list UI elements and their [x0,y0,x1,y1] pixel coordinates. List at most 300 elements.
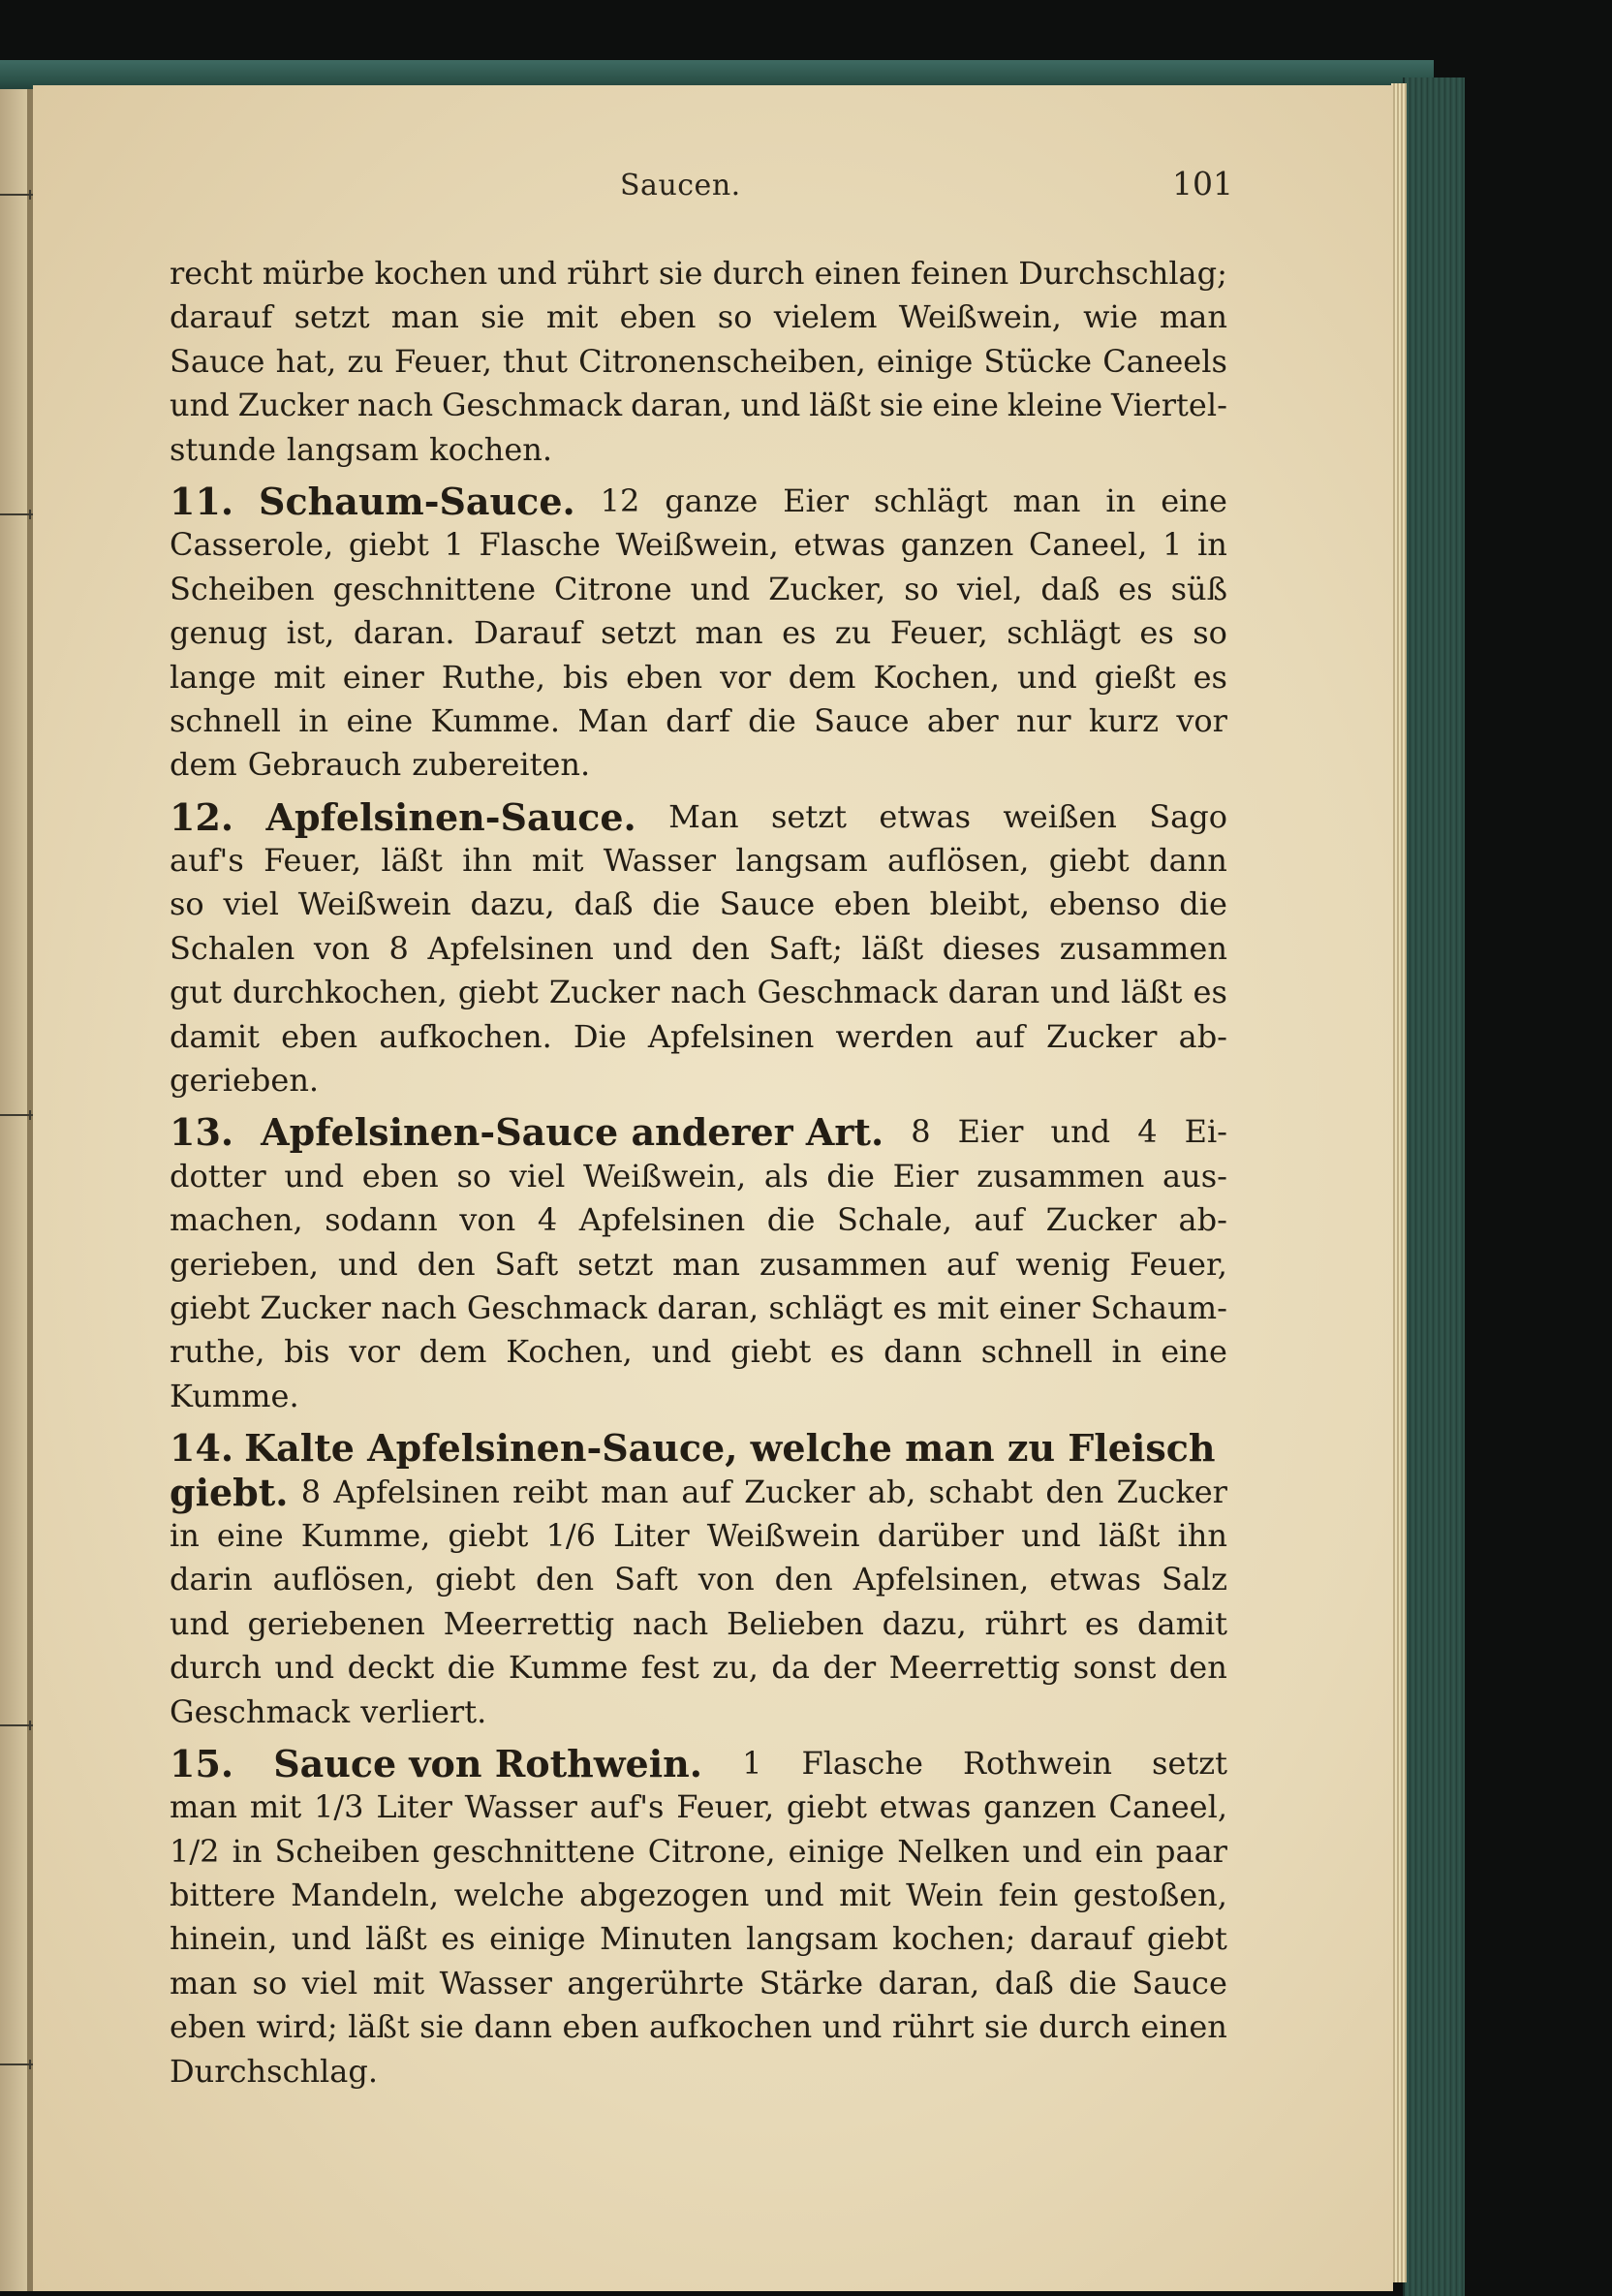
word: dotter [170,1157,266,1195]
word: Zucker [237,387,349,424]
word: Sauce [1132,1964,1227,2001]
word: aber [926,701,999,739]
recipe-title: giebt. [170,1470,289,1514]
word: Zucker [1045,1201,1157,1239]
word: bleibt, [929,885,1031,923]
word: Sago [1149,797,1227,835]
word: Sauce [719,885,816,923]
word: mit [273,658,326,696]
text-line [170,1602,1227,1646]
word: 8 [300,1473,322,1510]
word: als [763,1157,809,1195]
word: Meerrettig [443,1604,615,1642]
word: Kumme, [300,1516,431,1554]
word: Saft; [768,929,843,967]
word: Kochen, [873,658,1001,696]
text-line [170,523,1227,567]
word: ein [1095,1832,1143,1870]
word: die [766,1201,816,1239]
word: auf [974,1201,1024,1239]
word: 8 [388,929,409,967]
word: langsam [286,430,419,468]
word: nach [632,1604,709,1642]
text-line [170,1198,1227,1242]
word: zu, [712,1649,759,1687]
word: läßt [1098,1516,1161,1554]
word: Flasche [801,1744,923,1782]
word: die [826,1157,875,1195]
word: man [672,1245,741,1283]
word: weißen [1003,797,1117,835]
word: gut [170,974,222,1011]
word: 1/6 [545,1516,596,1554]
word: läßt [861,929,924,967]
word: sonst [1072,1649,1157,1687]
recipe-title: Schaum-Sauce. [259,479,575,523]
word: dazu, [470,885,555,923]
text-line [170,428,1227,472]
left-page-edge [0,89,29,2291]
word: in [232,1832,263,1870]
text-line [170,699,1227,743]
word: und [822,2008,883,2046]
word: einige [489,1920,586,1958]
word: Saft [614,1561,678,1598]
recipe-title: Apfelsinen-Sauce. [265,794,636,839]
word: damit [170,1017,260,1055]
word: und [1022,1832,1083,1870]
word: Wasser [603,842,717,880]
word: feinen [911,255,1009,292]
word: zubereiten. [412,746,591,784]
word: sie [879,387,924,424]
word: Stücke [983,342,1093,380]
word: Apfelsinen, [852,1561,1030,1598]
word: Salz [1161,1561,1227,1598]
word: Caneel, [1028,526,1148,564]
word: bis [284,1333,330,1371]
word: läßt [809,387,871,424]
word: läßt [1120,974,1183,1011]
text-line [170,743,1227,787]
word: und [1050,1113,1111,1151]
word: es [441,1920,476,1958]
margin-tick [0,513,33,515]
word: und [291,1920,352,1958]
word: Gebrauch [247,746,402,784]
word: den [1168,1649,1227,1687]
word: Kumme. [170,1377,299,1414]
margin-tick [0,194,33,196]
word: eben [562,2008,639,2046]
word: wird; [256,2008,338,2046]
word: Caneel, [1108,1788,1227,1826]
word: mürbe [262,255,365,292]
word: Eier [783,481,850,519]
word: kurz [1088,701,1160,739]
word: vor [1176,701,1227,739]
word: wie [1083,298,1138,336]
word: setzt [1152,1744,1227,1782]
word: man [601,1473,669,1510]
word: läßt [365,1920,427,1958]
word: der [822,1649,877,1687]
word: stunde [170,430,276,468]
word: dazu, [882,1604,967,1642]
text-line [170,1646,1227,1690]
word: rührt [891,2008,975,2046]
text-line [170,1015,1227,1059]
text-line [170,1330,1227,1374]
word: viel [301,1964,358,2001]
word: gestoßen, [1072,1877,1227,1914]
word: und [497,255,558,292]
word: 1 [444,526,464,564]
word: Darauf [474,614,582,652]
word: eine [1161,481,1227,519]
text-line [170,795,1227,839]
word: mit [532,842,584,880]
word: Nelken [897,1832,1010,1870]
paragraph-gap [170,1734,1227,1742]
word: etwas [879,1788,972,1826]
word: zusammen [759,1245,928,1283]
word: aufkochen [648,2008,813,2046]
word: gießt [1094,658,1176,696]
word: sie [419,2008,464,2046]
word: 4 [537,1201,558,1239]
text-line [170,1110,1227,1154]
text-line [170,1785,1227,1829]
word: Apfelsinen [427,929,594,967]
recipe-number: 14. [170,1426,234,1471]
word: zusammen [1059,929,1227,967]
word: und [1021,1516,1081,1554]
word: es [1139,614,1174,652]
word: daß [574,885,634,923]
word: 4 [1137,1113,1158,1151]
word: Sauce [170,342,265,380]
word: Caneels [1102,342,1227,380]
word: dann [884,1333,962,1371]
word: ab- [1178,1201,1227,1239]
word: Wein [906,1877,984,1914]
recipe-number: 11. [170,479,234,523]
word: Weißwein, [582,1157,747,1195]
word: vor [720,658,771,696]
word: in [298,701,329,739]
recipe-number: 15. [170,1741,234,1785]
word: gerieben, [170,1245,320,1283]
word: viel [223,885,279,923]
word: langsam [746,1920,879,1958]
word: fest [640,1649,699,1687]
word: welche [453,1877,565,1914]
word: zu [834,614,872,652]
word: durch [1038,2008,1132,2046]
word: so [717,298,753,336]
word: sie [658,255,703,292]
word: den [417,1245,476,1283]
word: giebt [1146,1920,1227,1958]
text-line [170,1742,1227,1785]
page-stack-edge [1391,83,1407,2282]
word: Zucker [260,1288,371,1326]
word: Weißwein [297,885,451,923]
word: etwas [793,526,886,564]
word: Zucker [548,974,661,1011]
running-head: Saucen. [620,169,741,202]
word: auflösen, [887,842,1030,880]
word: Eier [892,1157,959,1195]
word: so [170,885,204,923]
recipe-title: Kalte Apfelsinen-Sauce, welche man zu Fleisch [244,1426,1216,1471]
word: Viertel- [1111,387,1227,424]
word: durchkochen, [232,974,448,1011]
word: läßt [381,842,443,880]
word: aufkochen. [379,1017,552,1055]
word: ebenso [1048,885,1161,923]
text-line [170,1917,1227,1961]
word: es [1118,570,1153,607]
word: durch [170,1649,262,1687]
word: einer [342,658,424,696]
word: einer [999,1288,1081,1326]
word: setzt [601,614,677,652]
word: hat, [275,342,337,380]
word: es [782,614,817,652]
word: schlägt [873,481,988,519]
word: eben [619,298,697,336]
word: man [695,614,763,652]
word: Feuer, [264,842,361,880]
word: ganze [665,481,759,519]
word: so [456,1157,492,1195]
word: in [1197,526,1227,564]
word: ist, [286,614,335,652]
word: von [313,929,370,967]
word: Liter [613,1516,690,1554]
word: rührt [567,255,649,292]
word: Zucker, [768,570,886,607]
word: eine [932,387,999,424]
word: und [1050,974,1110,1011]
text-line [170,295,1227,339]
word: kochen; [891,1920,1016,1958]
word: ab, [867,1473,916,1510]
word: thut [503,342,568,380]
margin-tick [0,1724,33,1726]
word: Wasser [464,1788,577,1826]
word: Minuten [600,1920,732,1958]
word: lange [170,658,257,696]
word: darin [170,1561,253,1598]
word: man [1159,298,1227,336]
word: dem [170,746,237,784]
word: es [1084,1604,1120,1642]
word: Apfelsinen [647,1017,815,1055]
word: giebt [730,1333,812,1371]
word: giebt [435,1561,516,1598]
word: Kochen, [506,1333,633,1371]
word: einige [876,342,974,380]
word: süß [1170,570,1227,607]
word: und [612,929,673,967]
word: gerieben. [170,1062,320,1100]
word: giebt [348,526,429,564]
word: Meerrettig [888,1649,1061,1687]
text-line [170,883,1227,926]
word: 1/3 [314,1788,364,1826]
word: Apfelsinen [333,1473,500,1510]
word: die [1179,885,1227,923]
text-line [170,1558,1227,1601]
word: eben [833,885,911,923]
word: Ruthe, [441,658,546,696]
word: Citronenscheiben, [578,342,866,380]
word: Die [573,1017,627,1055]
word: 1 [742,1744,762,1782]
word: hinein, [170,1920,278,1958]
text-line [170,611,1227,655]
word: dem [418,1333,487,1371]
word: dann [474,2008,553,2046]
word: Geschmack [466,1288,648,1326]
text-line [170,1874,1227,1917]
word: Kumme [508,1649,629,1687]
word: paar [1156,1832,1227,1870]
word: ganzen [900,526,1014,564]
word: rührt [984,1604,1068,1642]
word: Geschmack [441,387,623,424]
word: auf [946,1245,997,1283]
word: reibt [512,1473,588,1510]
word: bis [563,658,609,696]
word: Zucker [744,1473,855,1510]
word: und [338,1245,398,1283]
word: sodann [325,1201,438,1239]
word: eben [361,1157,439,1195]
word: dann [1149,842,1227,880]
word: Eier [957,1113,1024,1151]
word: auf [681,1473,731,1510]
word: wenig [1015,1245,1111,1283]
word: daran [947,974,1040,1011]
word: es [892,1288,927,1326]
word: schabt [928,1473,1034,1510]
word: die [748,701,796,739]
word: Citrone, [647,1832,776,1870]
word: in [170,1516,200,1554]
word: den [774,1561,833,1598]
text-line [170,1962,1227,2005]
word: nach [670,974,747,1011]
word: es [829,1333,865,1371]
margin-tick [0,1114,33,1116]
word: auf's [170,842,244,880]
text-line [170,1426,1227,1470]
word: daran, [631,387,732,424]
word: Mandeln, [291,1877,440,1914]
word: Weißwein, [615,526,779,564]
text-line [170,252,1227,295]
word: die [652,885,700,923]
word: Schalen [170,929,295,967]
word: die [1069,1964,1117,2001]
word: auf's [589,1788,665,1826]
word: mit [372,1964,425,2001]
word: fein [998,1877,1059,1914]
word: und [1017,658,1077,696]
word: darf [666,701,730,739]
page-number: 101 [1172,165,1233,202]
word: geschnittene [432,1832,636,1870]
text-line [170,1514,1227,1558]
text-line [170,927,1227,971]
word: mit [545,298,599,336]
word: 8 [911,1113,931,1151]
word: setzt [771,797,847,835]
word: und [284,1157,345,1195]
word: Kumme. [430,701,561,739]
word: vor [349,1333,400,1371]
word: kochen. [429,430,553,468]
word: daran, [657,1288,760,1326]
word: einige [788,1832,885,1870]
word: einen [1140,2008,1227,2046]
word: Wasser [439,1964,552,2001]
word: setzt [577,1245,654,1283]
word: und [763,1877,824,1914]
word: Geschmack [757,974,938,1011]
word: zusammen [976,1157,1145,1195]
word: ganzen [983,1788,1097,1826]
word: durch [712,255,805,292]
word: nur [1016,701,1071,739]
word: Feuer, [889,614,988,652]
word: Rothwein [962,1744,1112,1782]
word: so [904,570,939,607]
word: geriebenen [247,1604,425,1642]
word: schnell [980,1333,1093,1371]
word: in [1105,481,1136,519]
text-line [170,839,1227,883]
word: von [459,1201,516,1239]
word: daran, [878,1964,980,2001]
word: angerührte [567,1964,745,2001]
word: langsam [735,842,868,880]
word: vielem [773,298,878,336]
word: den [691,929,750,967]
word: in [1111,1333,1142,1371]
paragraph-gap [170,1102,1227,1110]
word: Man [668,797,739,835]
word: Zucker [1116,1473,1227,1510]
word: recht [170,255,253,292]
word: abgezogen [579,1877,750,1914]
word: setzt [294,298,370,336]
text-line [170,480,1227,523]
word: daß [994,1964,1054,2001]
word: Saft [494,1245,559,1283]
word: darauf [170,298,273,336]
word: ihn [1177,1516,1227,1554]
word: Belieben [726,1604,864,1642]
word: darüber [877,1516,1004,1554]
word: und [274,1649,335,1687]
word: Geschmack [170,1692,351,1730]
word: deckt [347,1649,435,1687]
